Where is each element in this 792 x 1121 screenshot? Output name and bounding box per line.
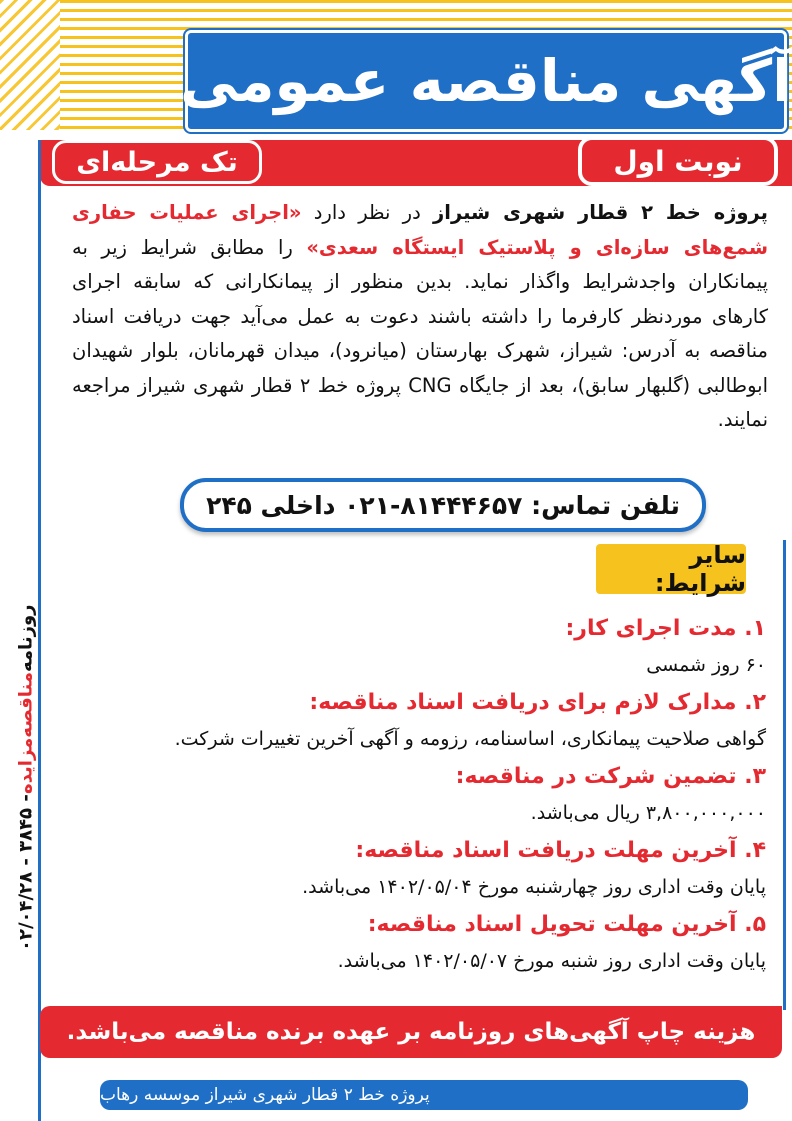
page-title: آگهی مناقصه عمومی bbox=[179, 47, 792, 115]
title-banner bbox=[179, 30, 792, 132]
newspaper-brand: مناقصه‌مزایده bbox=[15, 672, 37, 795]
condition-heading-2: ۲. مدارک لازم برای دریافت اسناد مناقصه: bbox=[309, 690, 766, 715]
side-prefix: روزنامه bbox=[15, 604, 37, 673]
condition-body-2: گواهی صلاحیت پیمانکاری، اساسنامه، رزومه و آگهی آخرین تغییرات شرکت. bbox=[174, 728, 766, 750]
intro-text-1: در نظر دارد bbox=[301, 201, 434, 224]
other-conditions-label: سایر شرایط: bbox=[596, 544, 746, 594]
intro-text-2: را مطابق شرایط زیر به پیمانکاران واجدشرایط واگذار نماید. بدین منظور از پیمانکارانی که سابقه اجرای کارهای مورد‌نظر کارفرما را داشته باشند دعوت به عمل می‌آید جهت دریافت اسناد مناقصه به آدرس: شیراز، شهرک بهارستان (میانرود)، میدان قهرمانان، بلوار شهیدان ابوطالبی (گلبهار سابق)، بعد از جایگاه CNG پروژه خط ۲ قطار شهری شیراز مراجعه نمایند. bbox=[72, 235, 768, 431]
round-badge: نوبت اول bbox=[578, 136, 778, 186]
project-title: «اجرای عملیات حفاری شمع‌های سازه‌ای و پلاستیک ایستگاه سعدی» bbox=[72, 201, 769, 259]
contact-phone: تلفن تماس: ۸۱۴۴۴۶۵۷-۰۲۱ داخلی ۲۴۵ bbox=[180, 478, 706, 532]
condition-heading-4: ۴. آخرین مهلت دریافت اسناد مناقصه: bbox=[355, 838, 766, 863]
condition-body-5: پایان وقت اداری روز شنبه مورخ ۱۴۰۲/۰۵/۰۷ می‌باشد. bbox=[337, 950, 766, 972]
condition-heading-3: ۳. تضمین شرکت در مناقصه: bbox=[455, 764, 766, 789]
condition-body-4: پایان وقت اداری روز چهارشنبه مورخ ۱۴۰۲/۰۵/۰۴ می‌باشد. bbox=[302, 876, 766, 898]
advertising-cost-note: هزینه چاپ آگهی‌های روزنامه بر عهده برنده مناقصه می‌باشد. bbox=[40, 1006, 782, 1058]
intro-paragraph bbox=[72, 196, 768, 438]
side-issue: - ۳۸۴۵ - ۰۲/۰۴/۲۸ bbox=[15, 794, 37, 952]
organization-name: پروژه خط ۲ قطار شهری شیراز bbox=[433, 201, 769, 224]
newspaper-issue-label bbox=[8, 604, 44, 952]
condition-body-3: ۳,۸۰۰,۰۰۰,۰۰۰ ریال می‌باشد. bbox=[530, 802, 766, 824]
conditions-list bbox=[60, 612, 766, 982]
footer-publisher: پروژه خط ۲ قطار شهری شیراز موسسه رهاب bbox=[100, 1080, 748, 1110]
condition-heading-1: ۱. مدت اجرای کار: bbox=[565, 616, 766, 641]
frame-line-right bbox=[783, 540, 786, 1010]
condition-heading-5: ۵. آخرین مهلت تحویل اسناد مناقصه: bbox=[367, 912, 766, 937]
stage-badge: تک مرحله‌ای bbox=[52, 140, 262, 184]
condition-body-1: ۶۰ روز شمسی bbox=[646, 654, 766, 676]
